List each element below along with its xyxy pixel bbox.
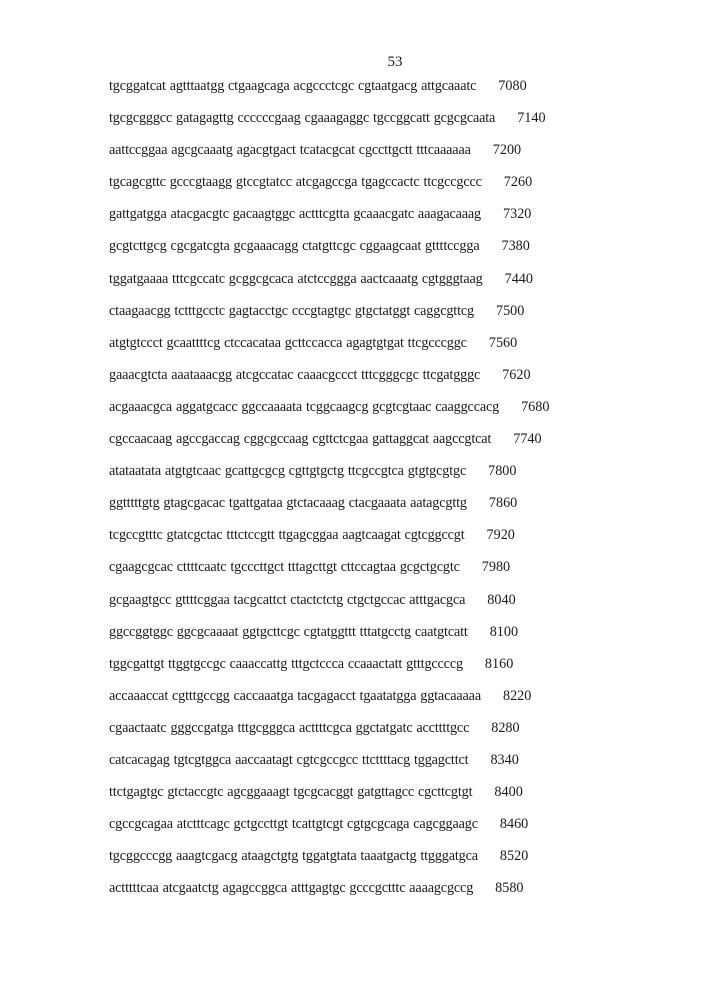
sequence-position: 7740 [513, 431, 542, 448]
sequence-row [109, 590, 669, 622]
sequence-text: cgaagcgcac cttttcaatc tgcccttgct tttagcttgt cttccagtaa gcgctgcgtc [109, 559, 460, 576]
sequence-row [109, 236, 669, 268]
sequence-row [109, 846, 669, 878]
sequence-position: 8340 [490, 751, 519, 768]
sequence-row [109, 76, 669, 108]
sequence-text: actttttcaa atcgaatctg agagccggca atttgagtgc gcccgctttc aaaagcgccg [109, 880, 474, 897]
sequence-text: cgaactaatc gggccgatga tttgcgggca acttttcgca ggctatgatc accttttgcc [109, 719, 470, 736]
sequence-row [109, 654, 669, 686]
sequence-row [109, 878, 669, 910]
sequence-row [109, 140, 669, 172]
sequence-position: 7800 [488, 463, 517, 480]
sequence-text: tgcagcgttc gcccgtaagg gtccgtatcc atcgagccga tgagccactc ttcgccgccc [109, 174, 482, 191]
sequence-row [109, 814, 669, 846]
sequence-text: ggccggtggc ggcgcaaaat ggtgcttcgc cgtatggttt tttatgcctg caatgtcatt [109, 623, 468, 640]
sequence-text: tgcgcgggcc gatagagttg ccccccgaag cgaaagaggc tgccggcatt gcgcgcaata [109, 110, 496, 127]
sequence-position: 8460 [499, 816, 529, 833]
sequence-position: 7380 [501, 238, 530, 255]
sequence-position: 8520 [499, 848, 529, 865]
sequence-text: tgcggcccgg aaagtcgacg ataagctgtg tggatgtata taaatgactg ttgggatgca [109, 848, 478, 865]
sequence-text: aattccggaa agcgcaaatg agacgtgact tcatacgcat cgccttgctt tttcaaaaaa [109, 142, 471, 159]
sequence-position: 8220 [502, 687, 532, 704]
sequence-row [109, 686, 669, 718]
sequence-row [109, 429, 669, 461]
sequence-position: 7140 [517, 110, 546, 127]
sequence-row [109, 782, 669, 814]
sequence-row [109, 108, 669, 140]
sequence-position: 7320 [503, 206, 532, 223]
sequence-row [109, 301, 669, 333]
sequence-position: 8580 [495, 880, 524, 897]
sequence-position: 7920 [486, 527, 515, 544]
sequence-text: acgaaacgca aggatgcacc ggccaaaata tcggcaagcg gcgtcgtaac caaggccacg [109, 398, 500, 415]
sequence-text: gattgatgga atacgacgtc gacaagtggc actttcgtta gcaaacgatc aaagacaaag [109, 206, 481, 223]
sequence-row [109, 365, 669, 397]
sequence-position: 7560 [488, 334, 518, 351]
sequence-row [109, 750, 669, 782]
sequence-row [109, 397, 669, 429]
sequence-position: 7680 [521, 398, 550, 415]
sequence-row [109, 622, 669, 654]
sequence-text: gcgaagtgcc gttttcggaa tacgcattct ctactctctg ctgctgccac atttgacgca [109, 591, 466, 608]
sequence-row [109, 525, 669, 557]
sequence-row [109, 461, 669, 493]
sequence-text: gcgtcttgcg cgcgatcgta gcgaaacagg ctatgttcgc cggaagcaat gttttccgga [109, 238, 480, 255]
sequence-position: 8400 [494, 784, 523, 801]
sequence-position: 8280 [491, 719, 520, 736]
sequence-row [109, 204, 669, 236]
sequence-position: 8160 [484, 655, 514, 672]
sequence-text: ttctgagtgc gtctaccgtc agcggaaagt tgcgcacggt gatgttagcc cgcttcgtgt [109, 784, 473, 801]
sequence-text: gaaacgtcta aaataaacgg atcgccatac caaacgccct tttcgggcgc ttcgatgggc [109, 366, 481, 383]
page-number: 53 [387, 54, 403, 70]
sequence-text: ctaagaacgg tctttgcctc gagtacctgc cccgtagtgc gtgctatggt caggcgttcg [109, 302, 474, 319]
sequence-text: cgccaacaag agccgaccag cggcgccaag cgttctcgaa gattaggcat aagccgtcat [109, 431, 492, 448]
sequence-row [109, 333, 669, 365]
sequence-text: catcacagag tgtcgtggca aaccaatagt cgtcgccgcc ttcttttacg tggagcttct [109, 751, 469, 768]
sequence-position: 7620 [502, 366, 531, 383]
sequence-position: 7440 [504, 270, 533, 287]
sequence-text: tgcggatcat agtttaatgg ctgaagcaga acgccctcgc cgtaatgacg attgcaaatc [109, 78, 477, 94]
sequence-text: cgccgcagaa atctttcagc gctgccttgt tcattgtcgt cgtgcgcaga cagcggaagc [109, 816, 478, 833]
sequence-position: 7080 [498, 78, 527, 94]
sequence-text: ggtttttgtg gtagcgacac tgattgataa gtctacaaag ctacgaaata aatagcgttg [109, 495, 467, 512]
sequence-row [109, 557, 669, 589]
sequence-row [109, 269, 669, 301]
sequence-text: tcgccgtttc gtatcgctac tttctccgtt ttgagcggaa aagtcaagat cgtcggccgt [109, 527, 465, 544]
sequence-position: 8100 [489, 623, 519, 640]
sequence-position: 7860 [488, 495, 518, 512]
sequence-position: 7200 [492, 142, 522, 159]
sequence-text: atataatata atgtgtcaac gcattgcgcg cgttgtgctg ttcgccgtca gtgtgcgtgc [109, 463, 467, 480]
sequence-text: tggcgattgt ttggtgccgc caaaccattg tttgctccca ccaaactatt gtttgccccg [109, 655, 463, 672]
sequence-text: tggatgaaaa tttcgccatc gcggcgcaca atctccggga aactcaaatg cgtgggtaag [109, 270, 483, 287]
sequence-position: 7980 [481, 559, 511, 576]
sequence-row [109, 172, 669, 204]
sequence-listing [109, 76, 669, 910]
sequence-row [109, 718, 669, 750]
sequence-position: 7260 [503, 174, 533, 191]
sequence-position: 7500 [495, 302, 525, 319]
sequence-text: atgtgtccct gcaattttcg ctccacataa gcttccacca agagtgtgat ttcgcccggc [109, 334, 467, 351]
sequence-position: 8040 [487, 591, 516, 608]
sequence-text: accaaaccat cgtttgccgg caccaaatga tacgagacct tgaatatgga ggtacaaaaa [109, 687, 481, 704]
sequence-row [109, 493, 669, 525]
